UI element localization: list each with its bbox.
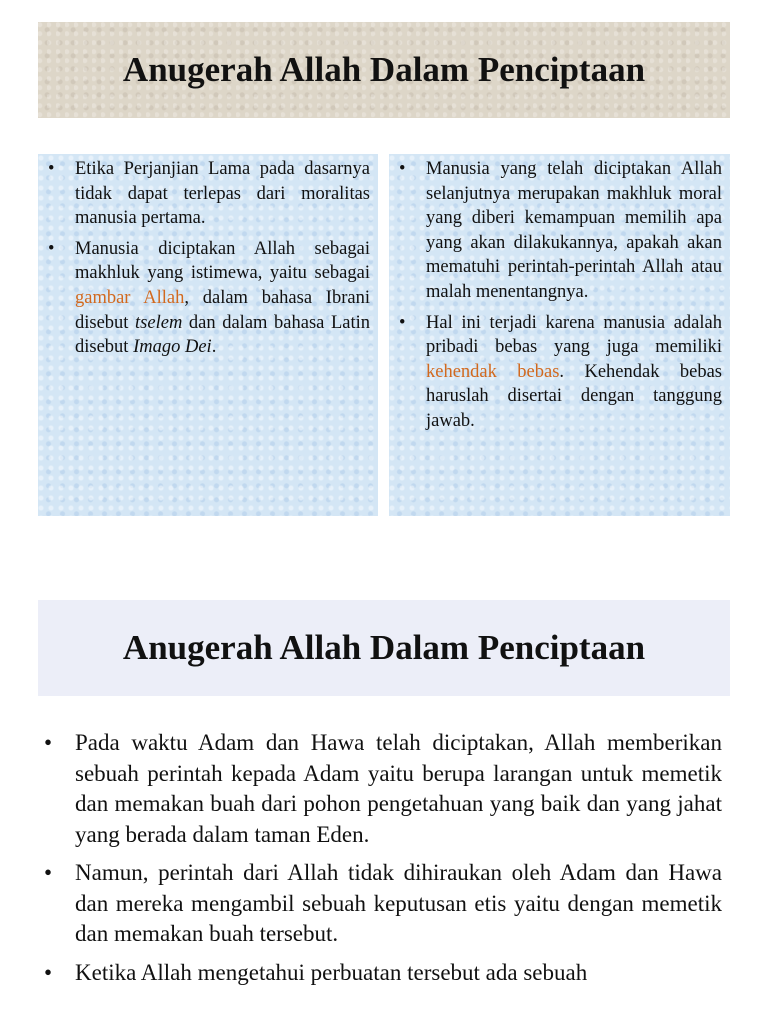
bullet-icon: • xyxy=(399,159,406,179)
bullet-text: Hal ini terjadi karena manusia adalah pribadi bebas yang juga memiliki xyxy=(426,312,722,358)
bullet-text: Namun, perintah dari Allah tidak dihiraukan oleh Adam dan Hawa dan mereka mengambil sebuah keputusan etis yaitu dengan memetik dan memakan buah tersebut. xyxy=(75,860,722,946)
right-bullet-list xyxy=(397,157,722,434)
bullet-icon: • xyxy=(48,238,55,259)
list-item xyxy=(44,858,722,950)
bullet-text: . xyxy=(211,337,217,358)
bullet-icon: • xyxy=(44,730,53,755)
slide-1-title: Anugerah Allah Dalam Penciptaan xyxy=(122,50,646,89)
bullet-text: dan dalam bahasa Latin disebut xyxy=(75,312,370,358)
list-item xyxy=(397,157,722,305)
bullet-icon: • xyxy=(44,959,53,985)
bullet-icon: • xyxy=(48,159,55,179)
italic-term: tselem xyxy=(135,312,183,333)
highlighted-term: kehendak bebas xyxy=(426,361,560,382)
bullet-text: Ketika Allah mengetahui perbuatan tersebut ada sebuah xyxy=(75,959,588,985)
list-item xyxy=(397,311,722,434)
slide-2-title: Anugerah Allah Dalam Penciptaan xyxy=(122,628,646,667)
bullet-text: . Kehendak bebas haruslah disertai dengan tanggung jawab. xyxy=(426,361,722,431)
bullet-icon: • xyxy=(44,860,53,885)
bullet-text: Etika Perjanjian Lama pada dasarnya tidak dapat terlepas dari moralitas manusia pertama. xyxy=(75,159,370,229)
left-bullet-list xyxy=(46,157,370,360)
bullet-text: Manusia diciptakan Allah sebagai makhluk yang istimewa, yaitu sebagai xyxy=(75,238,370,284)
italic-term: Imago Dei xyxy=(133,337,212,358)
list-item xyxy=(46,237,370,360)
bullet-text: , dalam bahasa Ibrani disebut xyxy=(75,287,370,333)
left-column xyxy=(38,154,378,516)
highlighted-term: gambar Allah xyxy=(75,287,185,308)
bullet-text: Pada waktu Adam dan Hawa telah diciptakan, Allah memberikan sebuah perintah kepada Adam yaitu berupa larangan untuk memetik dan memakan buah dari pohon pengetahuan yang baik dan yang jahat yang berada dalam taman Eden. xyxy=(75,730,722,847)
list-item xyxy=(44,728,722,850)
list-item xyxy=(44,958,722,989)
slide-2 xyxy=(0,560,768,1024)
slide-2-title-band xyxy=(38,600,730,696)
list-item xyxy=(46,157,370,231)
bullet-icon: • xyxy=(399,312,406,333)
slide-2-bullet-list xyxy=(44,728,722,996)
bullet-text: Manusia yang telah diciptakan Allah selanjutnya merupakan makhluk moral yang diberi kemampuan memilih apa yang akan dilakukannya, apakah akan mematuhi perintah-perintah Allah atau malah menentangnya. xyxy=(426,159,722,302)
slide-1-title-band xyxy=(38,22,730,118)
right-column xyxy=(389,154,730,516)
